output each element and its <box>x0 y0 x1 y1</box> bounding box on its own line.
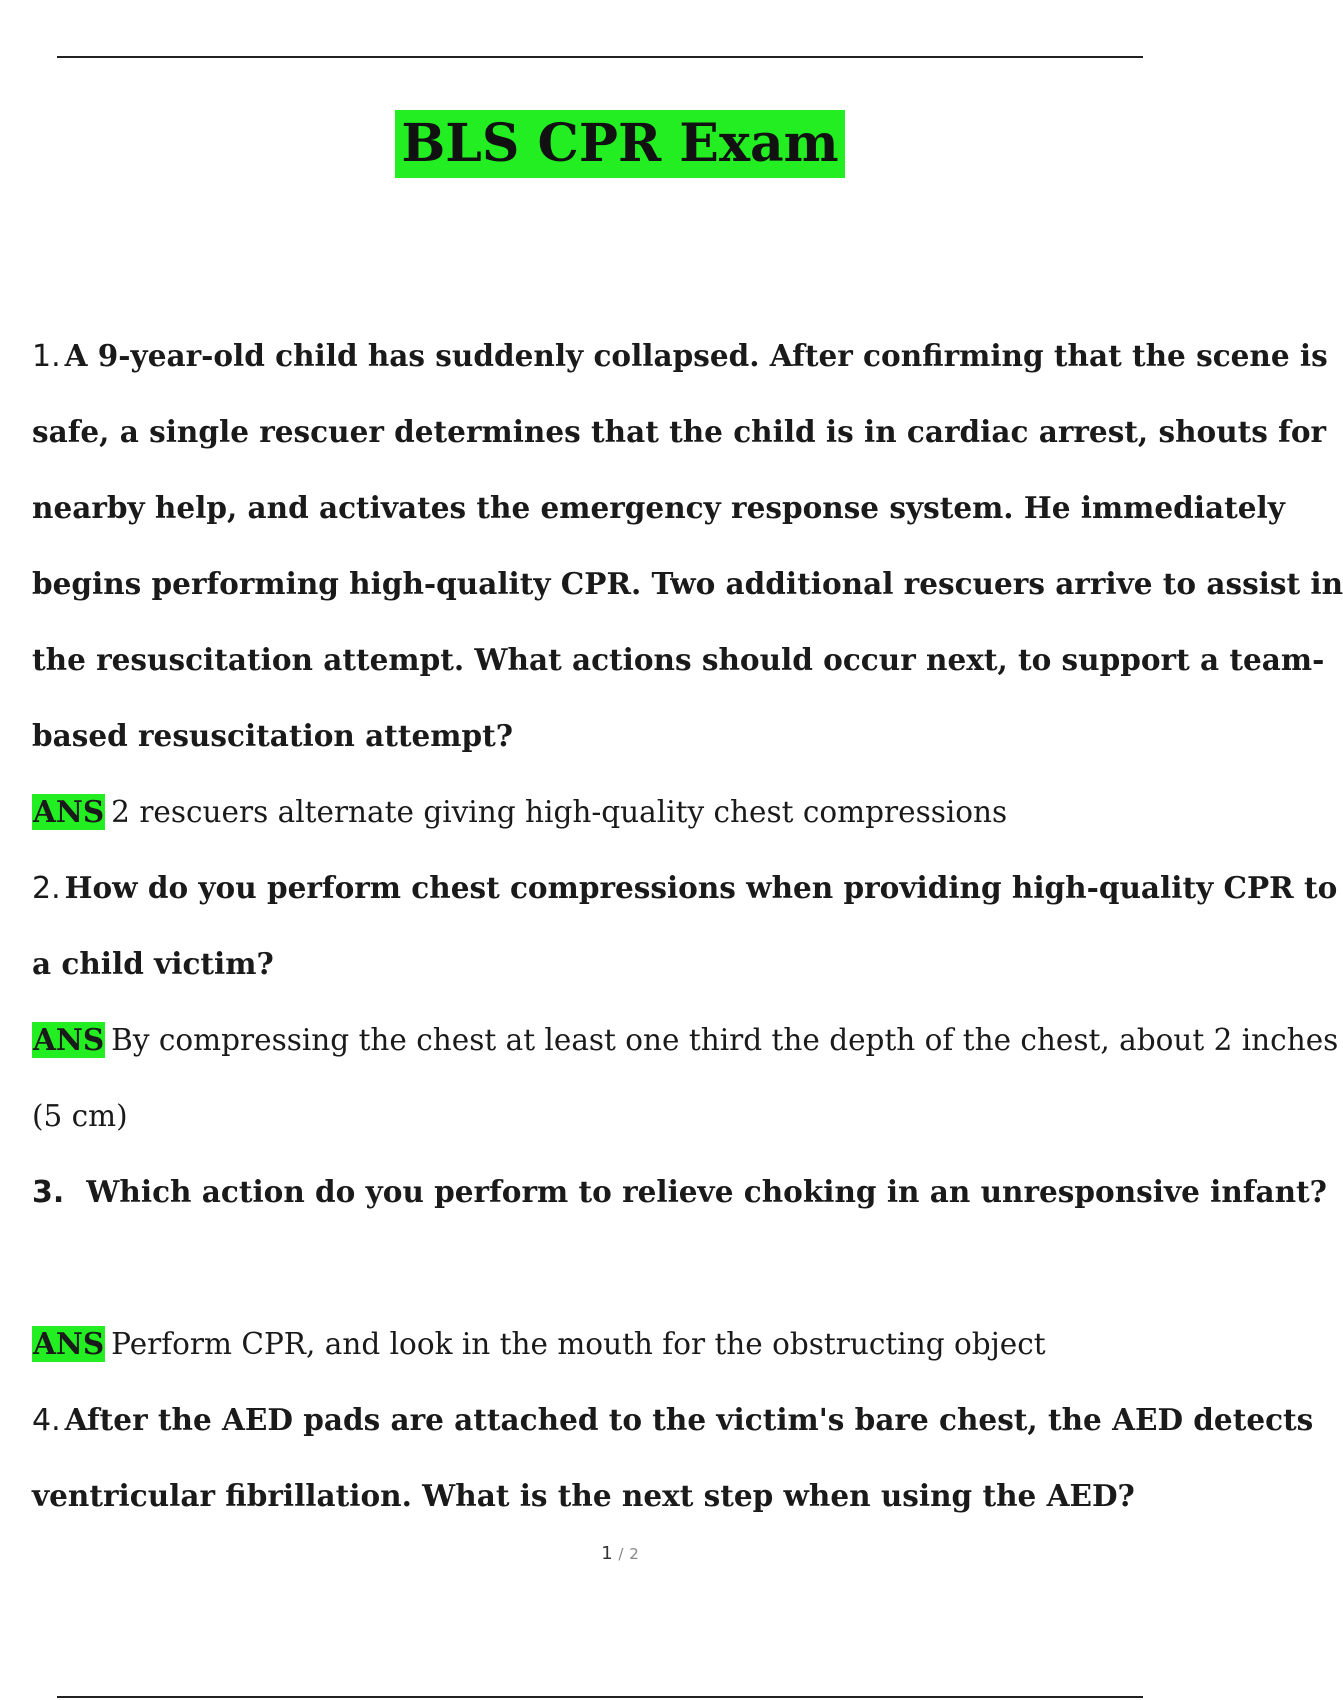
total-pages: 2 <box>629 1545 639 1563</box>
question-number: 3. <box>32 1175 65 1210</box>
page-indicator <box>0 1543 1240 1564</box>
question-number: 2. <box>32 871 61 906</box>
question-line <box>32 318 1328 394</box>
ans-label: ANS <box>33 1326 105 1361</box>
top-rule <box>57 56 1143 58</box>
question-text: How do you perform chest compressions when providing high-quality CPR to <box>64 870 1338 905</box>
question-line: the resuscitation attempt. What actions should occur next, to support a team- <box>32 642 1325 677</box>
answer-line <box>32 1306 1292 1382</box>
answer-text: 2 rescuers alternate giving high-quality chest compressions <box>111 795 1008 829</box>
question-number: 1. <box>32 339 61 374</box>
question-line <box>32 1154 1327 1230</box>
question-line <box>32 1382 1314 1458</box>
bottom-rule <box>57 1696 1143 1698</box>
answer-text: By compressing the chest at least one third the depth of the chest, about 2 inches <box>111 1023 1339 1057</box>
ans-label: ANS <box>33 794 105 829</box>
question-line: a child victim? <box>32 946 274 981</box>
answer-text: Perform CPR, and look in the mouth for the obstructing object <box>111 1327 1046 1361</box>
question-line: begins performing high-quality CPR. Two additional rescuers arrive to assist in <box>32 566 1343 601</box>
document-title: BLS CPR Exam <box>395 110 844 178</box>
ans-label: ANS <box>33 1022 105 1057</box>
question-text: A 9-year-old child has suddenly collapsed. After confirming that the scene is <box>64 338 1328 373</box>
current-page: 1 <box>601 1543 613 1564</box>
title-block <box>0 110 1240 178</box>
spacer <box>32 1230 1292 1306</box>
question-line: nearby help, and activates the emergency response system. He immediately <box>32 490 1285 525</box>
question-list <box>32 318 1343 1534</box>
answer-line <box>32 1002 1339 1078</box>
question-number: 4. <box>32 1403 61 1438</box>
question-line: based resuscitation attempt? <box>32 718 514 753</box>
question-line <box>32 850 1338 926</box>
question-text: Which action do you perform to relieve choking in an unresponsive infant? <box>86 1174 1327 1209</box>
page-separator: / <box>618 1545 624 1563</box>
question-line: safe, a single rescuer determines that the child is in cardiac arrest, shouts for <box>32 414 1327 449</box>
answer-line <box>32 774 1292 850</box>
question-text: After the AED pads are attached to the victim's bare chest, the AED detects <box>64 1402 1314 1437</box>
answer-line: (5 cm) <box>32 1099 128 1133</box>
question-line: ventricular fibrillation. What is the next step when using the AED? <box>32 1478 1135 1513</box>
